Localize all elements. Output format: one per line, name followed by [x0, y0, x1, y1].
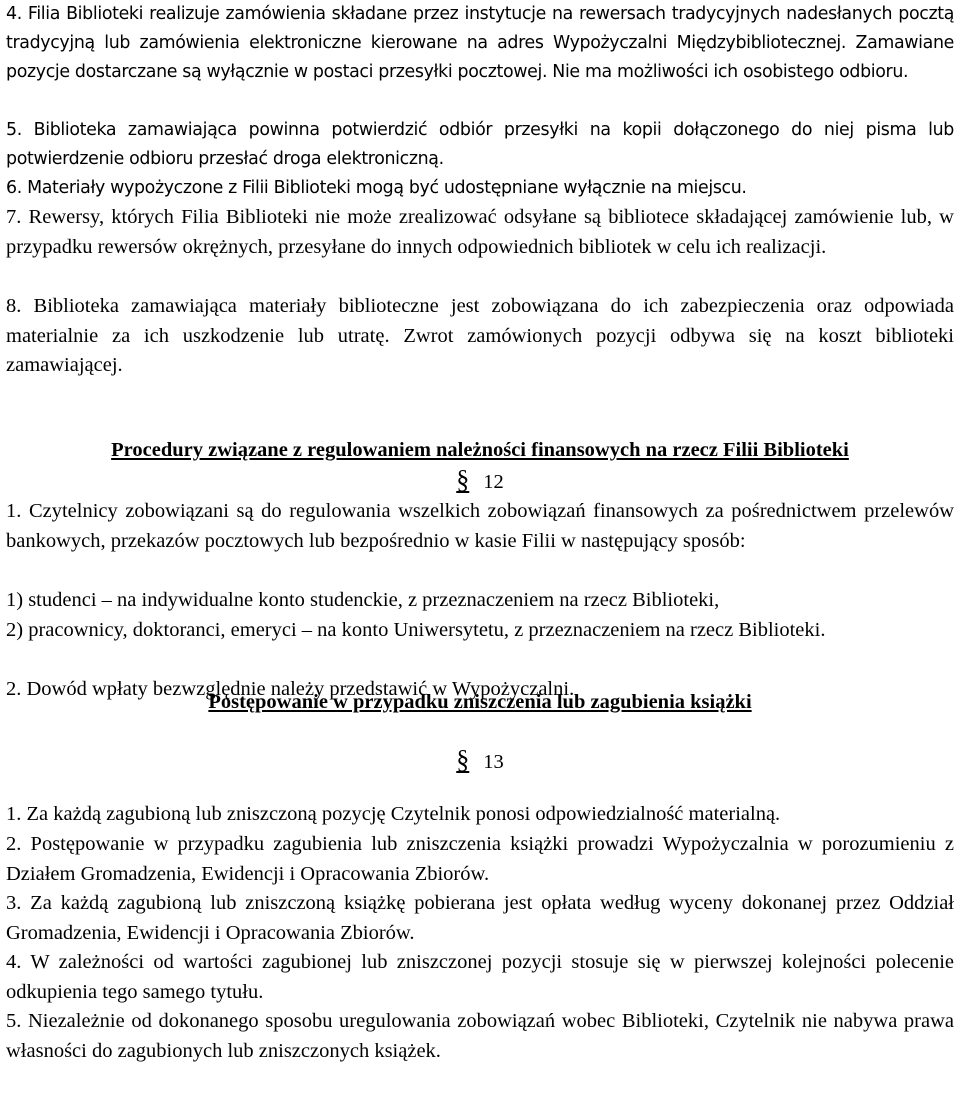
section-13-item-4: 4. W zależności od wartości zagubionej lub zniszczonej pozycji stosuje się w pierwszej kolejności polecenie odkupienia tego samego tytułu.: [6, 951, 954, 1003]
section-13: [6, 800, 954, 1066]
section-symbol: §: [456, 465, 470, 494]
section-12-item-2: 2. Dowód wpłaty bezwzględnie należy przedstawić w Wypożyczalni.: [6, 678, 575, 700]
rule-item-4: 4. Filia Biblioteki realizuje zamówienia składane przez instytucje na rewersach tradycyjnych nadesłanych pocztą tradycyjną lub zamówienia elektroniczne kierowane na adres Wypożyczalni Międzybibliotecznej. Zamawiane pozycje dostarczane są wyłącznie w postaci przesyłki pocztowej. Nie ma możliwości ich osobistego odbioru.: [6, 4, 954, 82]
section-12-item-1: 1. Czytelnicy zobowiązani są do regulowania wszelkich zobowiązań finansowych za pośrednictwem przelewów bankowych, przekazów pocztowych lub bezpośrednio w kasie Filii w następujący sposób:: [6, 500, 954, 552]
rule-item-7: 7. Rewersy, których Filia Biblioteki nie może zrealizować odsyłane są bibliotece składającej zamówienie lub, w przypadku rewersów okrężnych, przesyłane do innych odpowiednich bibliotek w celu ich realizacji.: [6, 206, 954, 258]
section-13-header: [6, 688, 954, 777]
rule-item-5: 5. Biblioteka zamawiająca powinna potwierdzić odbiór przesyłki na kopii dołączonego do niej pisma lub potwierdzenie odbioru przesłać droga elektroniczną.: [6, 120, 954, 169]
section-12-subitem-2: 2) pracownicy, doktoranci, emeryci – na konto Uniwersytetu, z przeznaczeniem na rzecz Biblioteki.: [6, 619, 826, 641]
section-12: [6, 436, 954, 705]
section-12-heading: Procedury związane z regulowaniem należności finansowych na rzecz Filii Biblioteki: [111, 439, 849, 461]
section-12-number: 12: [483, 471, 504, 493]
rule-item-8: 8. Biblioteka zamawiająca materiały biblioteczne jest zobowiązana do ich zabezpieczenia oraz odpowiada materialnie za ich uszkodzenie lub utratę. Zwrot zamówionych pozycji odbywa się na koszt biblioteki zamawiającej.: [6, 295, 954, 377]
section-13-paragraph-number: [6, 745, 954, 777]
lending-rules-section: [6, 0, 954, 381]
section-13-item-3: 3. Za każdą zagubioną lub zniszczoną książkę pobierana jest opłata według wyceny dokonanej przez Oddział Gromadzenia, Ewidencji i Opracowania Zbiorów.: [6, 892, 954, 944]
section-symbol: §: [456, 745, 470, 774]
section-13-item-5: 5. Niezależnie od dokonanego sposobu uregulowania zobowiązań wobec Biblioteki, Czytelnik nie nabywa prawa własności do zagubionych lub zniszczonych książek.: [6, 1010, 954, 1062]
rule-item-6: 6. Materiały wypożyczone z Filii Biblioteki mogą być udostępniane wyłącznie na miejscu.: [6, 178, 747, 198]
section-12-paragraph-number: [6, 465, 954, 497]
section-13-item-1: 1. Za każdą zagubioną lub zniszczoną pozycję Czytelnik ponosi odpowiedzialność materialną.: [6, 803, 781, 825]
section-12-subitem-1: 1) studenci – na indywidualne konto studenckie, z przeznaczeniem na rzecz Biblioteki,: [6, 589, 720, 611]
document-page: [6, 0, 954, 1097]
section-13-item-2: 2. Postępowanie w przypadku zagubienia lub zniszczenia książki prowadzi Wypożyczalnia w porozumieniu z Działem Gromadzenia, Ewidencji i Opracowania Zbiorów.: [6, 833, 954, 885]
section-13-number: 13: [483, 751, 504, 773]
section-13-heading: Postępowanie w przypadku zniszczenia lub zagubienia książki: [208, 691, 752, 713]
